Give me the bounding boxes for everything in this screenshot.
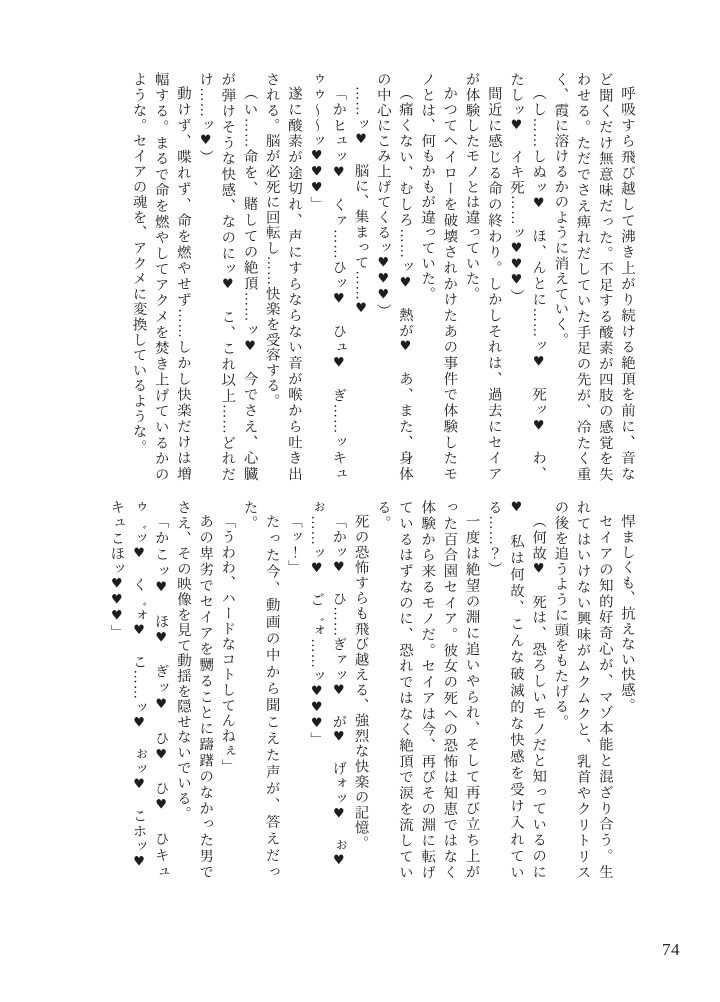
paragraph-one-text: 呼吸すら飛び越して沸き上がり続ける絶頂を前に、音など聞くだけ無意味だった。不足する酸素が四肢の感覚を失わせる。ただでさえ痺れだしていた手足の先が、冷たく重く、霞に溶けるかのように消えていく。 xyxy=(552,72,635,482)
heart-icon: ♥ xyxy=(375,255,391,272)
paragraph-line: あの卑劣でセイアを嬲ることに躊躇のなかった男でさえ、その映像を見て動揺を隠せないでいる。 xyxy=(174,500,214,880)
heart-icon: ♥ xyxy=(131,623,147,639)
paragraph-line: （何故♥ 死は、恐ろしいモノだと知っているのに♥ 私は何故、こんな破滅的な快感を受け入れている……？） xyxy=(485,500,547,880)
paragraph-line: 一度は絶望の淵に追いやられ、そして再び立ち上がった百合園セイア。彼女の死への恐怖は知恵ではなく体験から来るモノだ。セイアは今、再びその淵に転げているはずなのに、恐れではなく絶頂で涙を流している。 xyxy=(374,500,480,880)
heart-icon: ♥ xyxy=(109,576,125,593)
heart-icon: ♥ xyxy=(331,560,347,577)
paragraph-line: 「うわわ、ハードなコトしてんねぇ」 xyxy=(219,514,236,775)
heart-icon: ♥ xyxy=(131,715,147,732)
heart-icon: ♥ xyxy=(331,806,347,823)
heart-icon: ♥ xyxy=(309,700,325,716)
heart-icon: ♥ xyxy=(531,354,547,372)
heart-icon: ♥ xyxy=(131,854,147,871)
heart-icon: ♥ xyxy=(331,292,347,309)
heart-icon: ♥ xyxy=(131,777,147,794)
paragraph-line: 死の恐怖すらも飛び越える、強烈な快楽の記憶。 xyxy=(352,514,369,851)
heart-icon: ♥ xyxy=(397,339,413,356)
paragraph-line: かつてヘイローを破壊されかけたあの事件で体験したモノとは、何もかもが違っていた。 xyxy=(419,72,458,482)
heart-icon: ♥ xyxy=(531,196,547,213)
paragraph-line: 動けず、喋れず、命を燃やせず……しかし快楽だけは増幅する。まるで命を燃やしてアクメを焚き上げているかのような。セイアの魂を、アクメに変換しているような。 xyxy=(130,72,191,482)
heart-icon: ♥ xyxy=(531,418,547,436)
heart-icon: ♥ xyxy=(309,561,325,578)
heart-icon: ♥ xyxy=(242,339,258,356)
heart-icon: ♥ xyxy=(331,729,347,746)
heart-icon: ♥ xyxy=(531,562,547,579)
heart-icon: ♥ xyxy=(375,287,391,304)
heart-icon: ♥ xyxy=(331,355,347,373)
heart-icon: ♥ xyxy=(331,683,347,700)
body-paragraph-block-two xyxy=(108,500,638,886)
heart-icon: ♥ xyxy=(508,272,524,289)
paragraph-line: 「かこッ♥ ほ♥ ぎッ♥ ひ♥ ひ♥ ひキュゥ゛ッ♥ く゛ォ♥ こ……ッ♥ ぉッ♥ こホッ♥ キュこほッ♥♥♥」 xyxy=(108,500,169,886)
heart-icon: ♥ xyxy=(375,271,391,288)
paragraph-line: 「かッ♥ ひ……ぎァッ♥ が♥ げォッ♥ ぉ♥ ぉ……ッ♥ ご゛ォ……ッ♥♥♥」 xyxy=(308,500,347,885)
heart-icon: ♥ xyxy=(508,256,524,273)
heart-icon: ♥ xyxy=(109,592,125,609)
heart-icon: ♥ xyxy=(309,164,325,181)
heart-icon: ♥ xyxy=(397,275,413,293)
paragraph-line: セイアの知的好奇心が、マゾ本能と混ざり合う。生れてはいけない興味がムクムクと、乳首やクリトリスの後を追うように頭をもたげる。 xyxy=(552,500,613,880)
paragraph-line: 遂に酸素が途切れ、声にすらならない音が喉から吐き出される。脳が必死に回転し……快楽を受容する。 xyxy=(263,72,302,482)
heart-icon: ♥ xyxy=(508,240,524,257)
heart-icon: ♥ xyxy=(309,180,325,197)
body-paragraph-block-one xyxy=(108,72,638,482)
paragraph-two-text: 悍ましくも、抗えない快感。 xyxy=(619,514,635,714)
heart-icon: ♥ xyxy=(309,716,325,732)
heart-icon: ♥ xyxy=(153,630,169,648)
heart-icon: ♥ xyxy=(353,301,369,318)
paragraph-line: ……ッ♥ 脳に、集まって……♥ xyxy=(352,86,369,318)
paragraph-line: 「かヒュッ♥ くァ……ひッ♥ ひュ♥ ぎ……ッキュゥゥ〜〜ッ♥♥♥」 xyxy=(308,72,347,483)
heart-icon: ♥ xyxy=(508,500,524,518)
heart-icon: ♥ xyxy=(508,117,524,134)
heart-icon: ♥ xyxy=(153,797,169,816)
heart-icon: ♥ xyxy=(131,545,147,562)
heart-icon: ♥ xyxy=(198,133,214,150)
heart-icon: ♥ xyxy=(153,747,169,765)
page-number: 74 xyxy=(662,940,680,959)
heart-icon: ♥ xyxy=(220,277,236,294)
paragraph-line: （し……しぬッ♥ ほ、んとに……ッ♥ 死ッ♥ わ、たしッ♥ イキ死……ッ♥♥♥） xyxy=(507,72,547,483)
paragraph-line: 間近に感じる命の終わり。しかしそれは、過去にセイアが体験したモノとは違っていた。 xyxy=(463,72,502,482)
paragraph-line: （痛くない、むしろ……ッ♥ 熱が♥ あ、また、身体の中心にこみ上げてくるッ♥♥♥） xyxy=(374,72,413,482)
heart-icon: ♥ xyxy=(353,132,369,149)
heart-icon: ♥ xyxy=(331,165,347,182)
heart-icon: ♥ xyxy=(309,148,325,165)
heart-icon: ♥ xyxy=(309,684,325,701)
heart-icon: ♥ xyxy=(153,580,169,598)
heart-icon: ♥ xyxy=(109,608,125,625)
heart-icon: ♥ xyxy=(153,697,169,715)
paragraph-line: 「ッ！」 xyxy=(285,514,302,576)
paragraph-line: たった今、動画の中から聞こえた声が、答えだった。 xyxy=(241,500,280,880)
heart-icon: ♥ xyxy=(331,853,347,870)
paragraph-line: （い……命を、賭しての絶頂……ッ♥ 今でさえ、心臓が弾けそうな快感、なのにッ♥ こ、これ以上……どれだけ……ッ♥） xyxy=(197,72,258,483)
